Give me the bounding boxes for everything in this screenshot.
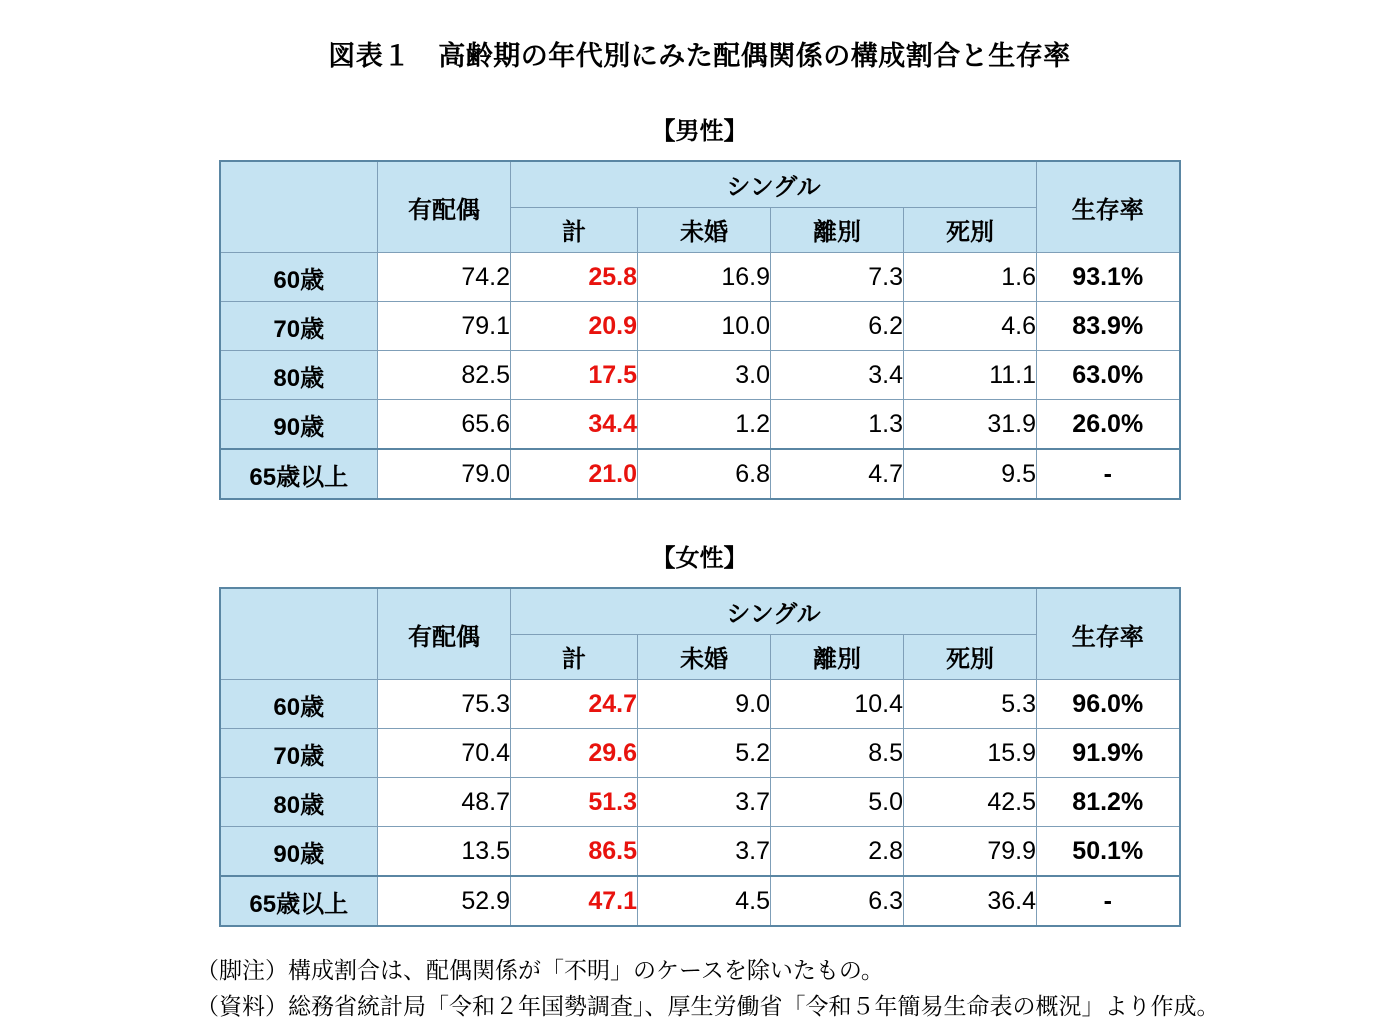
- table-header-row-top: [220, 161, 1180, 207]
- cell-never-married: 3.0: [638, 351, 771, 400]
- row-label: 65歳以上: [220, 449, 378, 499]
- cell-single-total: 51.3: [511, 778, 638, 827]
- page-title: 図表１ 高齢期の年代別にみた配偶関係の構成割合と生存率: [328, 41, 1071, 71]
- cell-married: 74.2: [378, 253, 511, 302]
- cell-married: 48.7: [378, 778, 511, 827]
- cell-single-total: 25.8: [511, 253, 638, 302]
- cell-widowed: 11.1: [904, 351, 1037, 400]
- table-row: [220, 253, 1180, 302]
- header-widowed: 死別: [904, 634, 1037, 680]
- cell-never-married: 3.7: [638, 778, 771, 827]
- header-single-group: シングル: [511, 161, 1037, 207]
- header-never-married: 未婚: [638, 207, 771, 253]
- table-row-total: [220, 449, 1180, 499]
- header-survival: 生存率: [1037, 161, 1180, 253]
- row-label: 65歳以上: [220, 876, 378, 926]
- table-wrap-female: [0, 587, 1399, 927]
- cell-widowed: 31.9: [904, 400, 1037, 450]
- row-label: 60歳: [220, 253, 378, 302]
- cell-single-total: 47.1: [511, 876, 638, 926]
- header-corner: [220, 588, 378, 680]
- cell-married: 79.1: [378, 302, 511, 351]
- cell-never-married: 6.8: [638, 449, 771, 499]
- cell-divorced: 2.8: [771, 827, 904, 877]
- cell-survival: 26.0%: [1037, 400, 1180, 450]
- footnotes: [0, 953, 1399, 1024]
- cell-divorced: 4.7: [771, 449, 904, 499]
- cell-widowed: 9.5: [904, 449, 1037, 499]
- table-row: [220, 827, 1180, 877]
- cell-widowed: 15.9: [904, 729, 1037, 778]
- cell-divorced: 6.2: [771, 302, 904, 351]
- cell-survival: 83.9%: [1037, 302, 1180, 351]
- cell-survival: 93.1%: [1037, 253, 1180, 302]
- section-label-female: 【女性】: [651, 546, 748, 572]
- row-label: 70歳: [220, 729, 378, 778]
- table-row: [220, 302, 1180, 351]
- cell-widowed: 79.9: [904, 827, 1037, 877]
- header-single-total: 計: [511, 634, 638, 680]
- cell-single-total: 20.9: [511, 302, 638, 351]
- footnote-note: （脚注）構成割合は、配偶関係が「不明」のケースを除いたもの。: [196, 958, 884, 983]
- row-label: 60歳: [220, 680, 378, 729]
- cell-single-total: 24.7: [511, 680, 638, 729]
- cell-married: 65.6: [378, 400, 511, 450]
- header-single-group: シングル: [511, 588, 1037, 634]
- cell-single-total: 17.5: [511, 351, 638, 400]
- cell-married: 70.4: [378, 729, 511, 778]
- table-wrap-male: [0, 160, 1399, 500]
- cell-divorced: 10.4: [771, 680, 904, 729]
- cell-married: 75.3: [378, 680, 511, 729]
- cell-survival: -: [1037, 876, 1180, 926]
- header-widowed: 死別: [904, 207, 1037, 253]
- cell-never-married: 3.7: [638, 827, 771, 877]
- cell-widowed: 1.6: [904, 253, 1037, 302]
- cell-survival: 91.9%: [1037, 729, 1180, 778]
- cell-married: 52.9: [378, 876, 511, 926]
- cell-widowed: 36.4: [904, 876, 1037, 926]
- header-corner: [220, 161, 378, 253]
- table-row: [220, 680, 1180, 729]
- cell-married: 13.5: [378, 827, 511, 877]
- cell-widowed: 4.6: [904, 302, 1037, 351]
- row-label: 90歳: [220, 400, 378, 450]
- header-single-total: 計: [511, 207, 638, 253]
- header-married: 有配偶: [378, 161, 511, 253]
- cell-married: 82.5: [378, 351, 511, 400]
- section-label-male: 【男性】: [651, 119, 748, 145]
- cell-widowed: 42.5: [904, 778, 1037, 827]
- footnote-source: （資料）総務省統計局「令和２年国勢調査」、厚生労働省「令和５年簡易生命表の概況」より作成。: [196, 993, 1220, 1019]
- row-label: 80歳: [220, 351, 378, 400]
- row-label: 80歳: [220, 778, 378, 827]
- cell-divorced: 8.5: [771, 729, 904, 778]
- cell-divorced: 5.0: [771, 778, 904, 827]
- table-female: [219, 587, 1181, 927]
- table-row-total: [220, 876, 1180, 926]
- cell-never-married: 9.0: [638, 680, 771, 729]
- document-page: [0, 34, 1399, 1025]
- table-row: [220, 729, 1180, 778]
- header-married: 有配偶: [378, 588, 511, 680]
- table-row: [220, 400, 1180, 450]
- table-header-row-top: [220, 588, 1180, 634]
- table-row: [220, 778, 1180, 827]
- cell-never-married: 1.2: [638, 400, 771, 450]
- header-survival: 生存率: [1037, 588, 1180, 680]
- cell-survival: -: [1037, 449, 1180, 499]
- table-male: [219, 160, 1181, 500]
- cell-survival: 50.1%: [1037, 827, 1180, 877]
- header-divorced: 離別: [771, 207, 904, 253]
- cell-never-married: 4.5: [638, 876, 771, 926]
- cell-single-total: 21.0: [511, 449, 638, 499]
- cell-never-married: 5.2: [638, 729, 771, 778]
- header-never-married: 未婚: [638, 634, 771, 680]
- cell-survival: 81.2%: [1037, 778, 1180, 827]
- cell-never-married: 10.0: [638, 302, 771, 351]
- cell-survival: 96.0%: [1037, 680, 1180, 729]
- cell-divorced: 3.4: [771, 351, 904, 400]
- cell-married: 79.0: [378, 449, 511, 499]
- row-label: 70歳: [220, 302, 378, 351]
- cell-divorced: 6.3: [771, 876, 904, 926]
- cell-widowed: 5.3: [904, 680, 1037, 729]
- cell-divorced: 1.3: [771, 400, 904, 450]
- row-label: 90歳: [220, 827, 378, 877]
- cell-divorced: 7.3: [771, 253, 904, 302]
- cell-single-total: 29.6: [511, 729, 638, 778]
- table-row: [220, 351, 1180, 400]
- cell-single-total: 34.4: [511, 400, 638, 450]
- cell-survival: 63.0%: [1037, 351, 1180, 400]
- cell-never-married: 16.9: [638, 253, 771, 302]
- header-divorced: 離別: [771, 634, 904, 680]
- cell-single-total: 86.5: [511, 827, 638, 877]
